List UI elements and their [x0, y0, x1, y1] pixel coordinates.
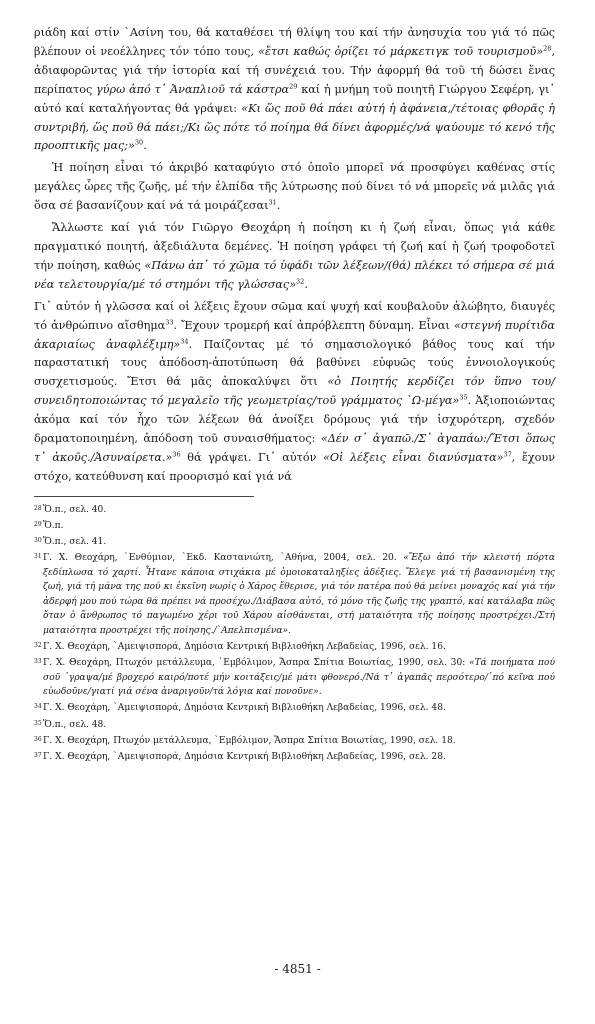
footnote-number: 35 — [34, 719, 42, 727]
text-run: . Παίζοντας μέ τό σημασιολογικό βάθος τους καί τήν παραστατική τους ἀπόδοση-ἀποτύπωση θά βαθύνει εὐφυῶς τούς ἐννοιολογικούς συσχετισμούς. Ἔτσι θά μᾶς ἀποκαλύψει ὅτι — [34, 337, 556, 389]
footnote-item — [34, 656, 555, 700]
footnote-text — [43, 535, 555, 550]
footnote-number: 31 — [34, 553, 42, 561]
footnote-reference: 29 — [289, 81, 298, 90]
footnote-reference: 32 — [296, 277, 305, 286]
footnote-item — [34, 734, 555, 749]
text-run: . — [143, 139, 147, 153]
page-content — [34, 24, 555, 766]
footnote-reference: 28 — [543, 44, 552, 53]
text-run: Ὅ.π. — [43, 520, 64, 531]
footnote-number: 28 — [34, 504, 42, 512]
footnote-text — [43, 551, 555, 639]
text-run: ριάδη καί στίν `Ασίνη του, θά καταθέσει τή θλίψη του καί τήν ἀνησυχία του γιά τό πῶς βλέπουν οἱ νεοέλληνες τόν τόπο τους, — [34, 26, 555, 58]
footnote-reference: 33 — [165, 317, 174, 326]
footnote-item — [34, 701, 555, 716]
footnote-item — [34, 519, 555, 534]
text-run: . — [276, 199, 281, 213]
text-run: Γ. Χ. Θεοχάρη, `Αμειψισπορά, Δημόσια Κεντρική Βιβλιοθήκη Λεβαδείας, 1996, σελ. 28. — [43, 751, 446, 762]
quoted-text: «Τά ποιήματα πού σοῦ ᾿γραψα/μέ βροχερό καιρό/ποτέ μήν κοιτάξεις/μέ μάτι φθονερό./Νά τ᾿ ἀγαπᾶς περσότερο/᾿πό κεῖνα πού εὐωδοῦνε/γιατί γιά σένα ἀναριγοῦν/τά λόγια καί πονοῦνε» — [43, 658, 555, 698]
footnote-item — [34, 718, 555, 733]
footnote-text — [43, 640, 555, 655]
footnote-reference: 36 — [172, 450, 181, 459]
text-run: Γ. Χ. Θεοχάρη, `Αμειψισπορά, Δημόσια Κεντρική Βιβλιοθήκη Λεβαδείας, 1996, σελ. 48. — [43, 703, 446, 714]
footnote-number: 30 — [34, 536, 42, 544]
footnote-reference: 37 — [503, 450, 512, 459]
footnote-item — [34, 551, 555, 639]
footnote-text — [43, 750, 555, 765]
footnote-reference: 30 — [134, 138, 144, 147]
paragraph-2 — [34, 159, 555, 216]
quoted-text: γύρω ἀπό τ᾿ Ἀναπλιοῦ τά κάστρα — [96, 82, 290, 96]
text-run: Ἄλλωστε καί γιά τόν Γιῶργο Θεοχάρη ἡ ποίηση κι ἡ ζωή εἶναι, ὅπως γιά κάθε πραγματικό ποιητή, ἀξεδιάλυτα δεμένες. Ἡ ποίηση γράφει τή ζωή καί ἡ ζωή τροφοδοτεῖ τήν ποίηση, καθώς — [34, 221, 555, 272]
footnote-item — [34, 640, 555, 655]
quoted-text: «ἔτσι καθώς ὁρίζει τό μάρκετιγκ τοῦ τουρισμοῦ» — [258, 44, 544, 58]
footnote-separator — [34, 496, 254, 497]
footnote-reference: 31 — [268, 198, 277, 207]
footnote-text — [43, 734, 555, 749]
text-run: . — [288, 626, 291, 636]
body-text — [34, 24, 555, 487]
footnote-number: 32 — [34, 642, 42, 650]
footnote-number: 36 — [34, 735, 42, 743]
footnote-item — [34, 535, 555, 550]
footnote-reference: 34 — [180, 336, 189, 345]
text-run: Γι᾿ αὐτόν ἡ γλῶσσα καί οἱ λέξεις ἔχουν σῶμα καί ψυχή καί κουβαλοῦν ἀλώβητο, διαυγές τό ἀνθρώπινο αἴσθημα — [34, 299, 555, 332]
text-run: Γ. Χ. Θεοχάρη, `Ενθύμιον, `Εκδ. Καστανιώτη, `Αθήνα, 2004, σελ. 20. — [43, 553, 404, 564]
footnote-number: 37 — [34, 751, 42, 759]
quoted-text: «Ἔξω ἀπό τήν κλειστή πόρτα ξεδίπλωσα τό χαρτί. Ἦτανε κάποια στιχάκια μέ ὁμοιοκαταληξίες ἀδέξιες. Ἔλεγε γιά τή βασανισμένη της ζωή, γιά τή μάνα της πού κι ἐκεῖνη νωρίς ὁ Χάρος ἔθερισε, γιά τόν πατέρα πού θά μείνει μοναχός καί γιά τήν ἀδερφή μου πού τώρα θά πρέπει νά προσέχω./Διάβασα αὐτό, τό μόνο τῆς ζωῆς της γραπτό, καί κατάλαβα πῶς ὅταν ὁ ἄνθρωπος τό παγωμένο χέρι τοῦ Χάρου αἰσθάνεται, στή ματαιότητα τῆς ποίησης προστρέχει./Στή ματαιότητα προστρέχει τῆς ποίησης./`Απελπισμένα» — [43, 553, 555, 636]
footnote-text — [43, 701, 555, 716]
text-run: Ὅ.π., σελ. 40. — [43, 504, 107, 515]
footnotes — [34, 503, 555, 765]
footnote-text — [43, 503, 555, 518]
paragraph-4 — [34, 298, 555, 487]
text-run: . — [304, 277, 308, 291]
text-run: Ὅ.π., σελ. 41. — [43, 536, 107, 547]
footnote-item — [34, 503, 555, 518]
footnote-number: 34 — [34, 703, 42, 711]
text-run: . — [318, 687, 322, 698]
quoted-text: «ὁ Ποιητής κερδίζει τόν ὕπνο του/συνειδητοποιώντας τό μεγαλεῖο τῆς γεωμετρίας/τοῦ γράμματος `Ω-μέγα» — [34, 375, 555, 408]
text-run: θά γράψει. Γι᾿ αὐτόν — [180, 450, 323, 464]
footnote-text — [43, 718, 555, 733]
text-run: . Ἀξιοποιώντας ἀκόμα καί τόν ἦχο τῶν λέξεων θά ἀνοίξει δρόμους γιά τήν ἰσχυρότερη, σχεδόν δραματοποιημένη, ἀπόδοση τοῦ συναισθήματος: — [34, 394, 555, 446]
footnote-number: 29 — [34, 520, 42, 528]
quoted-text: «Οἱ λέξεις εἶναι διανύσματα» — [322, 450, 504, 464]
footnote-item — [34, 750, 555, 765]
footnote-text — [43, 519, 555, 534]
text-run: . Ἔχουν τρομερή καί ἀπρόβλεπτη δύναμη. Εἶναι — [173, 318, 454, 332]
quoted-text: «Δέν σ᾿ ἀγαπῶ./Σ᾿ ἀγαπάω:/Ἔτσι ὅπως τ᾿ ἀκοῦς./Ἀσυναίρετα.» — [34, 432, 555, 464]
text-run: Γ. Χ. Θεοχάρη, Πτωχόν μετάλλευμα, `Εμβόλιμον, Ἄσπρα Σπίτια Βοιωτίας, 1990, σελ. 30: — [43, 658, 470, 669]
footnote-reference: 35 — [459, 393, 468, 402]
quoted-text: «Κι ὥς ποῦ θά πάει αὐτή ἡ ἀφάνεια,/τέτοιας φθορᾶς ἡ συντριβή, ὥς ποῦ θά πάει;/Κι ὥς πότε τό ποίημα θά δίνει ἀφορμές/νά ψαύουμε τό κενό τῆς προοπτικῆς μας;» — [34, 101, 555, 153]
text-run: , ἀδιαφορῶντας γιά τήν ἱστορία καί τή συνέχειά του. Τήν ἀφορμή θά τοῦ τή δώσει ἕνας περίπατος — [34, 44, 555, 96]
footnote-number: 33 — [34, 658, 42, 666]
page-number: - 4851 - — [274, 962, 321, 976]
quoted-text: «Πάνω ἀπ᾿ τό χῶμα τό ὑφάδι τῶν λέξεων/(θά) πλέκει τό σήμερα σέ μιά νέα τελετουργία/μέ τό στημόνι τῆς γλώσσας» — [34, 258, 555, 291]
quoted-text: «στεγνή πυρίτιδα ἀκαριαίως ἀναφλέξιμη» — [34, 318, 555, 351]
text-run: καί ἡ μνήμη τοῦ ποιητῆ Γιώργου Σεφέρη, γι᾿ αὐτό καί καταλήγοντας θά γράψει: — [34, 82, 555, 115]
text-run: Γ. Χ. Θεοχάρη, Πτωχόν μετάλλευμα, `Εμβόλιμον, Ἄσπρα Σπίτια Βοιωτίας, 1990, σελ. 18. — [43, 735, 456, 746]
text-run: Ὅ.π., σελ. 48. — [43, 719, 107, 730]
text-run: Ἡ ποίηση εἶναι τό ἀκριβό καταφύγιο στό ὁποῖο μπορεῖ νά προσφύγει καθένας στίς μεγάλες ὧρες τῆς ζωῆς, μέ τήν ἐλπίδα τῆς λύτρωσης πού δίνει τό νά μπορεῖς νά μιλᾶς γιά ὅσα σέ βασανίζουν καί νά τά μοιράζεσαι — [34, 161, 555, 213]
footnote-text — [43, 656, 555, 700]
text-run: , ἔχουν στόχο, κατεύθυνση καί προορισμό καί γιά νά — [34, 450, 555, 483]
paragraph-1 — [34, 24, 555, 156]
text-run: Γ. Χ. Θεοχάρη, `Αμειψισπορά, Δημόσια Κεντρική Βιβλιοθήκη Λεβαδείας, 1996, σελ. 16. — [43, 642, 446, 653]
paragraph-3 — [34, 219, 555, 295]
